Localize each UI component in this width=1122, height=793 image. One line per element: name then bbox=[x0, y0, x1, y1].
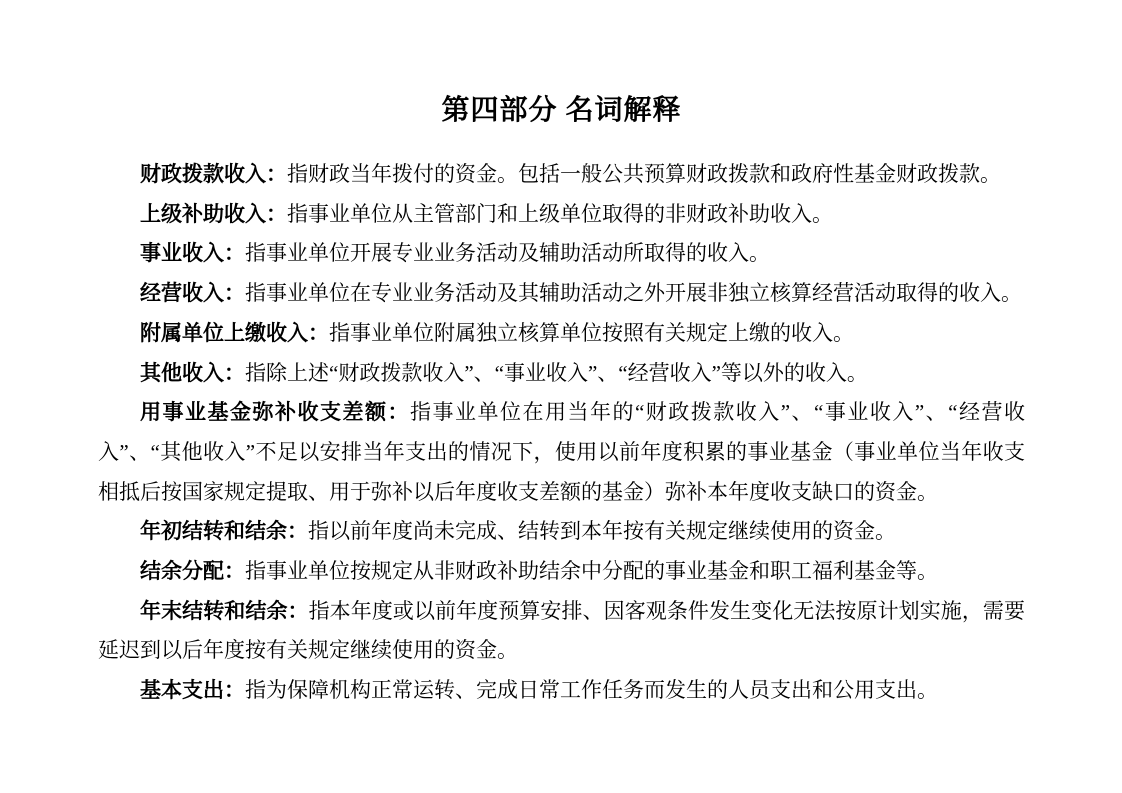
glossary-entry bbox=[98, 671, 1025, 711]
glossary-entry bbox=[98, 274, 1025, 314]
term-label: 结余分配： bbox=[140, 560, 245, 584]
term-label: 其他收入： bbox=[140, 361, 245, 385]
term-definition: 指事业单位在用当年的“财政拨款收入”、“事业收入”、“经营收入”、“其他收入”不足以安排当年支出的情况下，使用以前年度积累的事业基金（事业单位当年收支相抵后按国家规定提取、用于弥补以后年度收支差额的基金）弥补本年度收支缺口的资金。 bbox=[98, 400, 1025, 504]
glossary-content bbox=[98, 155, 1025, 711]
term-definition: 指为保障机构正常运转、完成日常工作任务而发生的人员支出和公用支出。 bbox=[245, 678, 938, 703]
term-label: 财政拨款收入： bbox=[140, 163, 287, 186]
term-label: 年初结转和结余： bbox=[140, 520, 308, 544]
term-definition: 指事业单位开展专业业务活动及辅助活动所取得的收入。 bbox=[245, 241, 770, 266]
term-label: 经营收入： bbox=[140, 282, 245, 306]
glossary-entry bbox=[98, 512, 1025, 552]
glossary-entry bbox=[98, 234, 1025, 274]
glossary-entry bbox=[98, 155, 1025, 195]
term-label: 基本支出： bbox=[140, 679, 245, 703]
term-definition: 指事业单位按规定从非财政补助结余中分配的事业基金和职工福利基金等。 bbox=[245, 559, 938, 584]
glossary-entry bbox=[98, 314, 1025, 354]
term-definition: 指事业单位在专业业务活动及其辅助活动之外开展非独立核算经营活动取得的收入。 bbox=[245, 281, 1022, 306]
glossary-entry bbox=[98, 592, 1025, 671]
term-definition: 指事业单位附属独立核算单位按照有关规定上缴的收入。 bbox=[329, 320, 854, 345]
term-definition: 指本年度或以前年度预算安排、因客观条件发生变化无法按原计划实施，需要延迟到以后年度按有关规定继续使用的资金。 bbox=[98, 598, 1026, 663]
term-label: 用事业基金弥补收支差额： bbox=[140, 401, 410, 425]
term-definition: 指事业单位从主管部门和上级单位取得的非财政补助收入。 bbox=[287, 201, 833, 226]
glossary-entry bbox=[98, 195, 1025, 235]
glossary-entry bbox=[98, 393, 1025, 512]
term-label: 上级补助收入： bbox=[140, 202, 287, 226]
term-definition: 指以前年度尚未完成、结转到本年按有关规定继续使用的资金。 bbox=[308, 519, 896, 544]
term-definition: 指财政当年拨付的资金。包括一般公共预算财政拨款和政府性基金财政拨款。 bbox=[287, 162, 1001, 186]
glossary-entry bbox=[98, 552, 1025, 592]
term-definition: 指除上述“财政拨款收入”、“事业收入”、“经营收入”等以外的收入。 bbox=[245, 360, 868, 385]
term-label: 附属单位上缴收入： bbox=[140, 321, 329, 345]
glossary-entry bbox=[98, 354, 1025, 394]
page-title: 第四部分 名词解释 bbox=[441, 95, 682, 126]
term-label: 年末结转和结余： bbox=[140, 599, 309, 623]
term-label: 事业收入： bbox=[140, 242, 245, 266]
